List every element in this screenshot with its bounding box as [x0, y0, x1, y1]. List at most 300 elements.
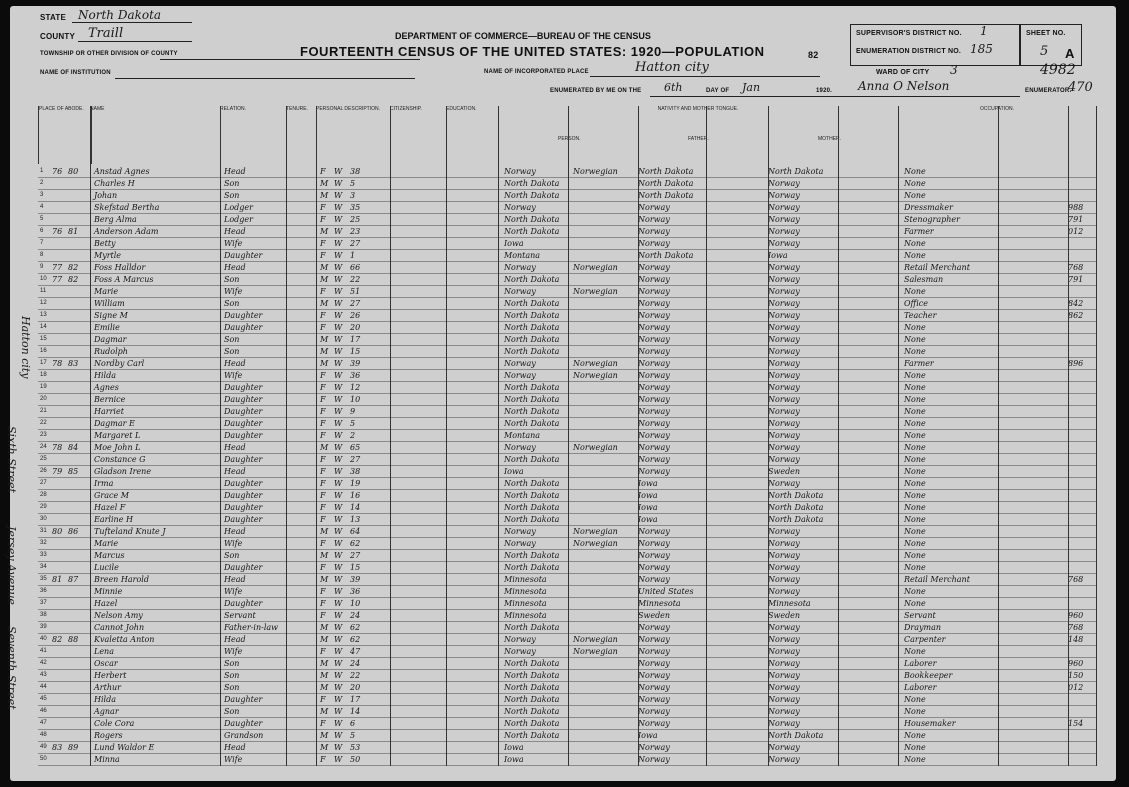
dwelling-number-cell: 77: [52, 263, 63, 272]
occupation-cell: None: [904, 251, 926, 260]
race-cell: W: [334, 467, 343, 476]
person-name-cell: Rudolph: [94, 347, 128, 356]
birthplace-cell: North Dakota: [504, 455, 560, 464]
sex-cell: F: [320, 539, 326, 548]
person-name-cell: Herbert: [94, 671, 127, 680]
age-cell: 20: [350, 683, 361, 692]
mother-birthplace-cell: Norway: [768, 671, 800, 680]
mother-birthplace-cell: Sweden: [768, 611, 801, 620]
relation-cell: Head: [224, 743, 246, 752]
race-cell: W: [334, 755, 343, 764]
race-cell: W: [334, 671, 343, 680]
enumerated-label: ENUMERATED BY ME ON THE: [550, 88, 642, 94]
sex-cell: F: [320, 611, 326, 620]
sex-cell: M: [320, 551, 329, 560]
occupation-code-cell: 960: [1068, 611, 1084, 620]
occupation-cell: None: [904, 467, 926, 476]
sex-cell: M: [320, 527, 329, 536]
mother-tongue-cell: Norwegian: [573, 359, 618, 368]
enum-district-label: ENUMERATION DISTRICT NO.: [856, 48, 962, 55]
relation-cell: Head: [224, 635, 246, 644]
relation-cell: Head: [224, 527, 246, 536]
occupation-cell: Retail Merchant: [904, 575, 970, 584]
race-cell: W: [334, 323, 343, 332]
sex-cell: F: [320, 371, 326, 380]
line-number: 23: [40, 432, 47, 438]
father-birthplace-cell: Norway: [638, 755, 670, 764]
birthplace-cell: Norway: [504, 539, 536, 548]
mother-birthplace-cell: Norway: [768, 383, 800, 392]
birthplace-cell: Norway: [504, 167, 536, 176]
sex-cell: F: [320, 167, 326, 176]
table-row: [38, 742, 1096, 754]
line-number: 11: [40, 288, 47, 294]
sex-cell: F: [320, 491, 326, 500]
line-number: 38: [40, 612, 47, 618]
sex-cell: F: [320, 239, 326, 248]
mother-birthplace-cell: Norway: [768, 575, 800, 584]
birthplace-cell: North Dakota: [504, 383, 560, 392]
race-cell: W: [334, 695, 343, 704]
sex-cell: F: [320, 587, 326, 596]
occupation-code-cell: 791: [1068, 275, 1084, 284]
sex-cell: M: [320, 347, 329, 356]
father-birthplace-cell: Iowa: [638, 731, 658, 740]
relation-cell: Son: [224, 299, 240, 308]
sheet-value: 5: [1040, 44, 1049, 59]
dwelling-number-cell: 76: [52, 167, 63, 176]
birthplace-cell: North Dakota: [504, 335, 560, 344]
age-cell: 12: [350, 383, 361, 392]
person-name-cell: Marcus: [94, 551, 125, 560]
birthplace-cell: North Dakota: [504, 311, 560, 320]
race-cell: W: [334, 407, 343, 416]
occupation-cell: None: [904, 647, 926, 656]
relation-cell: Son: [224, 335, 240, 344]
person-name-cell: Grace M: [94, 491, 129, 500]
father-birthplace-cell: Norway: [638, 671, 670, 680]
table-row: [38, 694, 1096, 706]
relation-cell: Lodger: [224, 215, 253, 224]
mother-birthplace-cell: Norway: [768, 527, 800, 536]
line-number: 48: [40, 732, 47, 738]
race-cell: W: [334, 179, 343, 188]
sex-cell: F: [320, 755, 326, 764]
father-birthplace-cell: Norway: [638, 539, 670, 548]
age-cell: 14: [350, 707, 361, 716]
age-cell: 10: [350, 599, 361, 608]
line-number: 7: [40, 240, 44, 246]
line-number: 29: [40, 504, 47, 510]
column-divider: [390, 106, 391, 766]
mother-birthplace-cell: Norway: [768, 563, 800, 572]
table-row: [38, 466, 1096, 478]
race-cell: W: [334, 599, 343, 608]
race-cell: W: [334, 491, 343, 500]
occupation-cell: None: [904, 755, 926, 764]
mother-birthplace-cell: North Dakota: [768, 515, 824, 524]
table-row: [38, 274, 1096, 286]
sex-cell: M: [320, 743, 329, 752]
mother-birthplace-cell: Norway: [768, 227, 800, 236]
race-cell: W: [334, 551, 343, 560]
sex-cell: F: [320, 203, 326, 212]
person-name-cell: Moe John L: [94, 443, 141, 452]
father-birthplace-cell: Norway: [638, 719, 670, 728]
birthplace-cell: Norway: [504, 635, 536, 644]
age-cell: 27: [350, 551, 361, 560]
age-cell: 17: [350, 335, 361, 344]
person-name-cell: Myrtle: [94, 251, 122, 260]
header-name: NAME: [90, 106, 221, 164]
mother-birthplace-cell: North Dakota: [768, 503, 824, 512]
relation-cell: Daughter: [224, 479, 263, 488]
birthplace-cell: North Dakota: [504, 503, 560, 512]
person-name-cell: Bernice: [94, 395, 126, 404]
age-cell: 25: [350, 215, 361, 224]
father-birthplace-cell: Norway: [638, 623, 670, 632]
table-row: [38, 202, 1096, 214]
age-cell: 1: [350, 251, 356, 260]
birthplace-cell: North Dakota: [504, 671, 560, 680]
father-birthplace-cell: Norway: [638, 407, 670, 416]
sex-cell: M: [320, 671, 329, 680]
race-cell: W: [334, 395, 343, 404]
occupation-cell: Stenographer: [904, 215, 960, 224]
occupation-cell: None: [904, 455, 926, 464]
person-name-cell: Berg Alma: [94, 215, 137, 224]
sex-cell: F: [320, 599, 326, 608]
table-row: [38, 646, 1096, 658]
table-row: [38, 574, 1096, 586]
line-number: 26: [40, 468, 47, 474]
father-birthplace-cell: Norway: [638, 695, 670, 704]
line-number: 28: [40, 492, 47, 498]
table-row: [38, 538, 1096, 550]
family-number-cell: 86: [68, 527, 79, 536]
birthplace-cell: Norway: [504, 443, 536, 452]
father-birthplace-cell: Norway: [638, 443, 670, 452]
occupation-cell: None: [904, 179, 926, 188]
age-cell: 39: [350, 359, 361, 368]
line-number: 49: [40, 744, 47, 750]
mother-birthplace-cell: Norway: [768, 203, 800, 212]
birthplace-cell: North Dakota: [504, 563, 560, 572]
age-cell: 24: [350, 659, 361, 668]
person-name-cell: William: [94, 299, 125, 308]
column-divider: [498, 106, 499, 766]
sex-cell: F: [320, 251, 326, 260]
subheader-father: FATHER.: [688, 136, 709, 142]
column-divider: [568, 106, 569, 766]
line-number: 24: [40, 444, 47, 450]
occupation-cell: None: [904, 191, 926, 200]
relation-cell: Daughter: [224, 383, 263, 392]
mother-birthplace-cell: Minnesota: [768, 599, 811, 608]
line-number: 43: [40, 672, 47, 678]
age-cell: 24: [350, 611, 361, 620]
relation-cell: Grandson: [224, 731, 264, 740]
race-cell: W: [334, 203, 343, 212]
ward-value: 3: [950, 63, 958, 77]
race-cell: W: [334, 287, 343, 296]
birthplace-cell: North Dakota: [504, 275, 560, 284]
father-birthplace-cell: Norway: [638, 635, 670, 644]
margin-note-street-2: Sixth Street: [5, 426, 18, 493]
header-place-of-abode: PLACE OF ABODE.: [38, 106, 92, 164]
occupation-cell: Laborer: [904, 683, 937, 692]
age-cell: 15: [350, 563, 361, 572]
father-birthplace-cell: Norway: [638, 287, 670, 296]
mother-birthplace-cell: Norway: [768, 299, 800, 308]
ward-label: WARD OF CITY: [876, 69, 930, 76]
race-cell: W: [334, 215, 343, 224]
father-birthplace-cell: Norway: [638, 575, 670, 584]
race-cell: W: [334, 275, 343, 284]
birthplace-cell: North Dakota: [504, 191, 560, 200]
relation-cell: Wife: [224, 239, 243, 248]
relation-cell: Wife: [224, 371, 243, 380]
age-cell: 65: [350, 443, 361, 452]
person-name-cell: Hazel: [94, 599, 118, 608]
occupation-cell: None: [904, 371, 926, 380]
table-row: [38, 562, 1096, 574]
occupation-cell: None: [904, 239, 926, 248]
sex-cell: M: [320, 683, 329, 692]
sex-cell: F: [320, 467, 326, 476]
birthplace-cell: North Dakota: [504, 179, 560, 188]
table-row: [38, 610, 1096, 622]
sex-cell: M: [320, 179, 329, 188]
township-label: TOWNSHIP OR OTHER DIVISION OF COUNTY: [40, 51, 178, 57]
person-name-cell: Anstad Agnes: [94, 167, 150, 176]
sex-cell: F: [320, 215, 326, 224]
relation-cell: Daughter: [224, 455, 263, 464]
age-cell: 35: [350, 203, 361, 212]
age-cell: 62: [350, 623, 361, 632]
occupation-code-cell: 148: [1068, 635, 1084, 644]
sheet-label: SHEET NO.: [1026, 30, 1066, 37]
column-divider: [998, 106, 999, 766]
person-name-cell: Nordby Carl: [94, 359, 145, 368]
mother-birthplace-cell: Sweden: [768, 467, 801, 476]
age-cell: 3: [350, 191, 356, 200]
sex-cell: M: [320, 575, 329, 584]
mother-birthplace-cell: Norway: [768, 551, 800, 560]
person-name-cell: Nelson Amy: [94, 611, 143, 620]
occupation-cell: Office: [904, 299, 928, 308]
relation-cell: Daughter: [224, 719, 263, 728]
age-cell: 5: [350, 419, 356, 428]
race-cell: W: [334, 635, 343, 644]
occupation-cell: None: [904, 599, 926, 608]
relation-cell: Daughter: [224, 515, 263, 524]
header-occupation: OCCUPATION.: [898, 106, 1097, 164]
line-number: 5: [40, 216, 44, 222]
age-cell: 50: [350, 755, 361, 764]
table-row: [38, 334, 1096, 346]
mother-birthplace-cell: Norway: [768, 647, 800, 656]
birthplace-cell: North Dakota: [504, 659, 560, 668]
birthplace-cell: Minnesota: [504, 599, 547, 608]
race-cell: W: [334, 623, 343, 632]
birthplace-cell: Norway: [504, 263, 536, 272]
enumerator-name: Anna O Nelson: [858, 79, 950, 93]
family-number-cell: 87: [68, 575, 79, 584]
line-number: 27: [40, 480, 47, 486]
table-row: [38, 406, 1096, 418]
occupation-code-cell: 768: [1068, 263, 1084, 272]
person-name-cell: Cannot John: [94, 623, 145, 632]
table-row: [38, 526, 1096, 538]
column-divider: [316, 106, 317, 766]
father-birthplace-cell: Norway: [638, 551, 670, 560]
column-divider: [286, 106, 287, 766]
person-name-cell: Charles H: [94, 179, 135, 188]
person-name-cell: Anderson Adam: [94, 227, 159, 236]
father-birthplace-cell: Iowa: [638, 479, 658, 488]
sex-cell: M: [320, 635, 329, 644]
age-cell: 36: [350, 587, 361, 596]
birthplace-cell: North Dakota: [504, 419, 560, 428]
age-cell: 53: [350, 743, 361, 752]
table-row: [38, 502, 1096, 514]
occupation-cell: None: [904, 695, 926, 704]
table-row: [38, 454, 1096, 466]
mother-birthplace-cell: Norway: [768, 443, 800, 452]
line-number: 36: [40, 588, 47, 594]
line-number: 3: [40, 192, 44, 198]
father-birthplace-cell: North Dakota: [638, 191, 694, 200]
race-cell: W: [334, 455, 343, 464]
line-number: 35: [40, 576, 47, 582]
sex-cell: F: [320, 695, 326, 704]
sex-cell: F: [320, 719, 326, 728]
line-number: 37: [40, 600, 47, 606]
relation-cell: Wife: [224, 755, 243, 764]
mother-birthplace-cell: Norway: [768, 371, 800, 380]
relation-cell: Daughter: [224, 311, 263, 320]
race-cell: W: [334, 191, 343, 200]
sex-cell: M: [320, 191, 329, 200]
relation-cell: Wife: [224, 647, 243, 656]
sex-cell: M: [320, 443, 329, 452]
relation-cell: Wife: [224, 587, 243, 596]
header-relation: RELATION.: [220, 106, 287, 164]
department-line: DEPARTMENT OF COMMERCE—BUREAU OF THE CENSUS: [395, 31, 651, 41]
relation-cell: Daughter: [224, 251, 263, 260]
occupation-cell: Salesman: [904, 275, 944, 284]
table-row: [38, 322, 1096, 334]
mother-birthplace-cell: Iowa: [768, 251, 788, 260]
mother-tongue-cell: Norwegian: [573, 635, 618, 644]
line-number: 50: [40, 756, 47, 762]
person-name-cell: Margaret L: [94, 431, 141, 440]
birthplace-cell: North Dakota: [504, 227, 560, 236]
occupation-cell: None: [904, 167, 926, 176]
table-row: [38, 178, 1096, 190]
mother-birthplace-cell: Norway: [768, 455, 800, 464]
race-cell: W: [334, 647, 343, 656]
family-number-cell: 85: [68, 467, 79, 476]
supervisor-label: SUPERVISOR'S DISTRICT NO.: [856, 30, 962, 37]
father-birthplace-cell: Iowa: [638, 503, 658, 512]
father-birthplace-cell: Norway: [638, 659, 670, 668]
race-cell: W: [334, 383, 343, 392]
occupation-code-cell: 896: [1068, 359, 1084, 368]
father-birthplace-cell: Norway: [638, 383, 670, 392]
table-row: [38, 310, 1096, 322]
header-education: EDUCATION.: [446, 106, 499, 164]
birthplace-cell: North Dakota: [504, 395, 560, 404]
sex-cell: F: [320, 323, 326, 332]
occupation-cell: None: [904, 407, 926, 416]
state-line: [72, 22, 192, 23]
birthplace-cell: Montana: [504, 251, 541, 260]
corner-number-2: 470: [1068, 80, 1093, 95]
family-number-cell: 89: [68, 743, 79, 752]
sex-cell: F: [320, 479, 326, 488]
relation-cell: Daughter: [224, 407, 263, 416]
occupation-cell: None: [904, 743, 926, 752]
table-row: [38, 370, 1096, 382]
age-cell: 64: [350, 527, 361, 536]
person-name-cell: Dagmar E: [94, 419, 135, 428]
race-cell: W: [334, 563, 343, 572]
father-birthplace-cell: Norway: [638, 323, 670, 332]
occupation-cell: None: [904, 491, 926, 500]
birthplace-cell: North Dakota: [504, 323, 560, 332]
column-divider: [220, 106, 221, 766]
mother-tongue-cell: Norwegian: [573, 263, 618, 272]
person-name-cell: Tufteland Knute J: [94, 527, 166, 536]
line-number: 34: [40, 564, 47, 570]
relation-cell: Daughter: [224, 491, 263, 500]
line-number: 19: [40, 384, 47, 390]
person-name-cell: Lund Waldor E: [94, 743, 155, 752]
table-row: [38, 166, 1096, 178]
subheader-person: PERSON.: [558, 136, 581, 142]
person-name-cell: Foss Halldor: [94, 263, 146, 272]
family-number-cell: 80: [68, 167, 79, 176]
relation-cell: Son: [224, 191, 240, 200]
race-cell: W: [334, 443, 343, 452]
relation-cell: Son: [224, 551, 240, 560]
state-label: STATE: [40, 13, 67, 22]
census-title: FOURTEENTH CENSUS OF THE UNITED STATES: 1920—POPULATION: [300, 44, 765, 59]
line-number: 1: [40, 168, 44, 174]
father-birthplace-cell: Norway: [638, 647, 670, 656]
birthplace-cell: North Dakota: [504, 731, 560, 740]
race-cell: W: [334, 743, 343, 752]
birthplace-cell: Norway: [504, 359, 536, 368]
census-sheet: [5, 6, 1116, 781]
line-number: 2: [40, 180, 44, 186]
line-number: 32: [40, 540, 47, 546]
line-number: 15: [40, 336, 47, 342]
birthplace-cell: North Dakota: [504, 719, 560, 728]
table-row: [38, 490, 1096, 502]
occupation-cell: None: [904, 551, 926, 560]
relation-cell: Daughter: [224, 695, 263, 704]
person-name-cell: Johan: [94, 191, 118, 200]
incorporated-label: NAME OF INCORPORATED PLACE: [484, 69, 589, 75]
occupation-cell: None: [904, 527, 926, 536]
sex-cell: F: [320, 503, 326, 512]
occupation-cell: Housemaker: [904, 719, 956, 728]
father-birthplace-cell: Norway: [638, 275, 670, 284]
line-number: 14: [40, 324, 47, 330]
